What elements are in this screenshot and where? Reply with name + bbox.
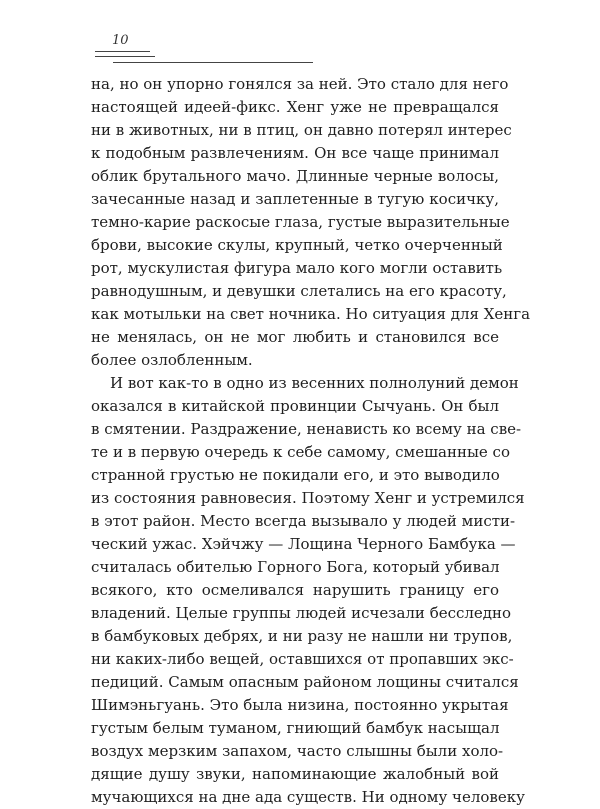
text-line: зачесанные назад и заплетенные в тугую косичку,	[91, 190, 499, 208]
text-line: дящие душу звуки, напоминающие жалобный вой	[91, 765, 499, 783]
text-line: рот, мускулистая фигура мало кого могли оставить	[91, 259, 503, 277]
text-line: те и в первую очередь к себе самому, смешанные со	[91, 443, 510, 461]
text-line: считалась обителью Горного Бога, который убивал	[91, 558, 500, 576]
text-line: равнодушным, и девушки слетались на его красоту,	[91, 282, 507, 300]
text-line: густым белым туманом, гниющий бамбук насыщал	[91, 719, 500, 737]
text-line: брови, высокие скулы, крупный, четко очерченный	[91, 236, 503, 254]
header-rule	[95, 56, 155, 57]
page-number: 10	[112, 33, 129, 48]
text-line: на, но он упорно гонялся за ней. Это стало для него	[91, 75, 509, 93]
text-line: воздух мерзким запахом, часто слышны были холо-	[91, 742, 504, 760]
text-line: облик брутального мачо. Длинные черные волосы,	[91, 167, 499, 185]
text-line: странной грустью не покидали его, и это выводило	[91, 466, 500, 484]
text-line: как мотыльки на свет ночника. Но ситуация для Хенга	[91, 305, 531, 323]
text-line: всякого, кто осмеливался нарушить границу его	[91, 581, 499, 599]
text-line: мучающихся на дне ада существ. Ни одному человеку	[91, 788, 525, 806]
text-line: владений. Целые группы людей исчезали бесследно	[91, 604, 512, 622]
text-line: не менялась, он не мог любить и становился все	[91, 328, 499, 346]
text-line: педиций. Самым опасным районом лощины считался	[91, 673, 519, 691]
header-rule	[95, 51, 150, 52]
text-line: оказался в китайской провинции Сычуань. Он был	[91, 397, 499, 415]
text-line-paragraph-start: И вот как-то в одно из весенних полнолуний демон	[110, 374, 519, 392]
header-rule	[113, 62, 313, 63]
text-line: в бамбуковых дебрях, и ни разу не нашли ни трупов,	[91, 627, 513, 645]
text-line: Шимэньгуань. Это была низина, постоянно укрытая	[91, 696, 509, 714]
body-text	[91, 73, 531, 809]
text-line: ческий ужас. Хэйчжу — Лощина Черного Бамбука —	[91, 535, 516, 553]
text-line: настоящей идеей-фикс. Хенг уже не превращался	[91, 98, 499, 116]
text-line: темно-карие раскосые глаза, густые выразительные	[91, 213, 510, 231]
text-line: ни каких-либо вещей, оставшихся от пропавших экс-	[91, 650, 514, 668]
text-line: к подобным развлечениям. Он все чаще принимал	[91, 144, 499, 162]
text-line: ни в животных, ни в птиц, он давно потерял интерес	[91, 121, 512, 139]
text-line: в смятении. Раздражение, ненависть ко всему на све-	[91, 420, 522, 438]
text-line: в этот район. Место всегда вызывало у людей мисти-	[91, 512, 516, 530]
text-line-paragraph-end: более озлобленным.	[91, 351, 253, 369]
text-line: из состояния равновесия. Поэтому Хенг и устремился	[91, 489, 525, 507]
